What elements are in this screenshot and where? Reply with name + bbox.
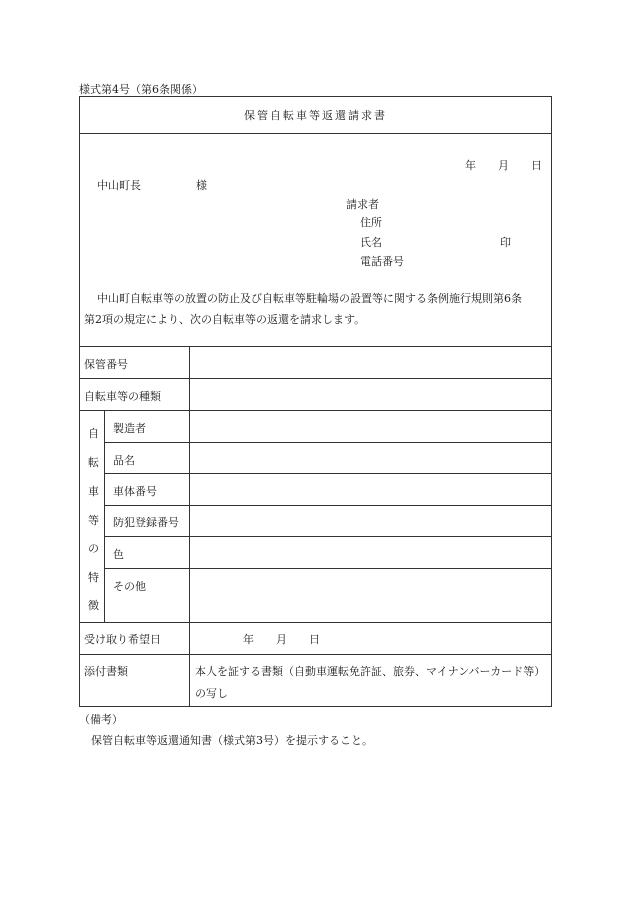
feature-frame-number-label: 車体番号 — [113, 485, 157, 498]
divider — [189, 346, 190, 707]
attachments-line2: の写し — [195, 687, 228, 700]
features-label-char: 自 — [88, 427, 99, 440]
features-label-char: 転 — [88, 456, 99, 469]
divider — [104, 442, 552, 443]
divider — [79, 133, 552, 134]
requester-label: 請求者 — [346, 198, 379, 211]
feature-theft-registration-label: 防犯登録番号 — [113, 516, 179, 529]
feature-other-label: その他 — [113, 580, 146, 593]
remarks-label: （備考） — [79, 713, 123, 726]
divider — [79, 378, 552, 379]
addressee: 中山町長 様 — [97, 179, 207, 192]
attachments-line1: 本人を証する書類（自動車運転免許証、旅券、マイナンバーカード等） — [195, 665, 546, 678]
vehicle-type-label: 自転車等の種類 — [84, 390, 161, 403]
phone-label: 電話番号 — [360, 255, 404, 268]
divider — [79, 346, 552, 347]
desired-date-value: 年 月 日 — [243, 633, 320, 646]
request-text-line1: 中山町自転車等の放置の防止及び自転車等駐輪場の設置等に関する条例施行規則第6条 — [97, 292, 522, 305]
divider — [79, 654, 552, 655]
divider — [104, 536, 552, 537]
date-line: 年 月 日 — [465, 159, 542, 172]
name-label: 氏名 — [360, 236, 382, 249]
form-title: 保管自転車等返還請求書 — [244, 109, 387, 122]
storage-number-label: 保管番号 — [84, 358, 128, 371]
features-label-char: 徴 — [88, 599, 99, 612]
divider — [104, 505, 552, 506]
feature-color-label: 色 — [113, 548, 124, 561]
feature-product-name-label: 品名 — [113, 454, 135, 467]
remarks-text: 保管自転車等返還通知書（様式第3号）を提示すること。 — [91, 734, 373, 747]
request-text-line2: 第2項の規定により、次の自転車等の返還を請求します。 — [84, 313, 366, 326]
attachments-label: 添付書類 — [84, 665, 128, 678]
form-number: 様式第4号（第6条関係） — [79, 83, 203, 96]
divider — [79, 622, 552, 623]
desired-date-label: 受け取り希望日 — [84, 633, 161, 646]
divider — [104, 568, 552, 569]
features-label-char: 特 — [88, 571, 99, 584]
address-label: 住所 — [360, 216, 382, 229]
seal-label: 印 — [500, 236, 511, 249]
features-label-char: 等 — [88, 514, 99, 527]
features-label-char: 車 — [88, 485, 99, 498]
divider — [104, 473, 552, 474]
feature-manufacturer-label: 製造者 — [113, 422, 146, 435]
divider — [79, 410, 552, 411]
features-label-char: の — [88, 542, 99, 555]
